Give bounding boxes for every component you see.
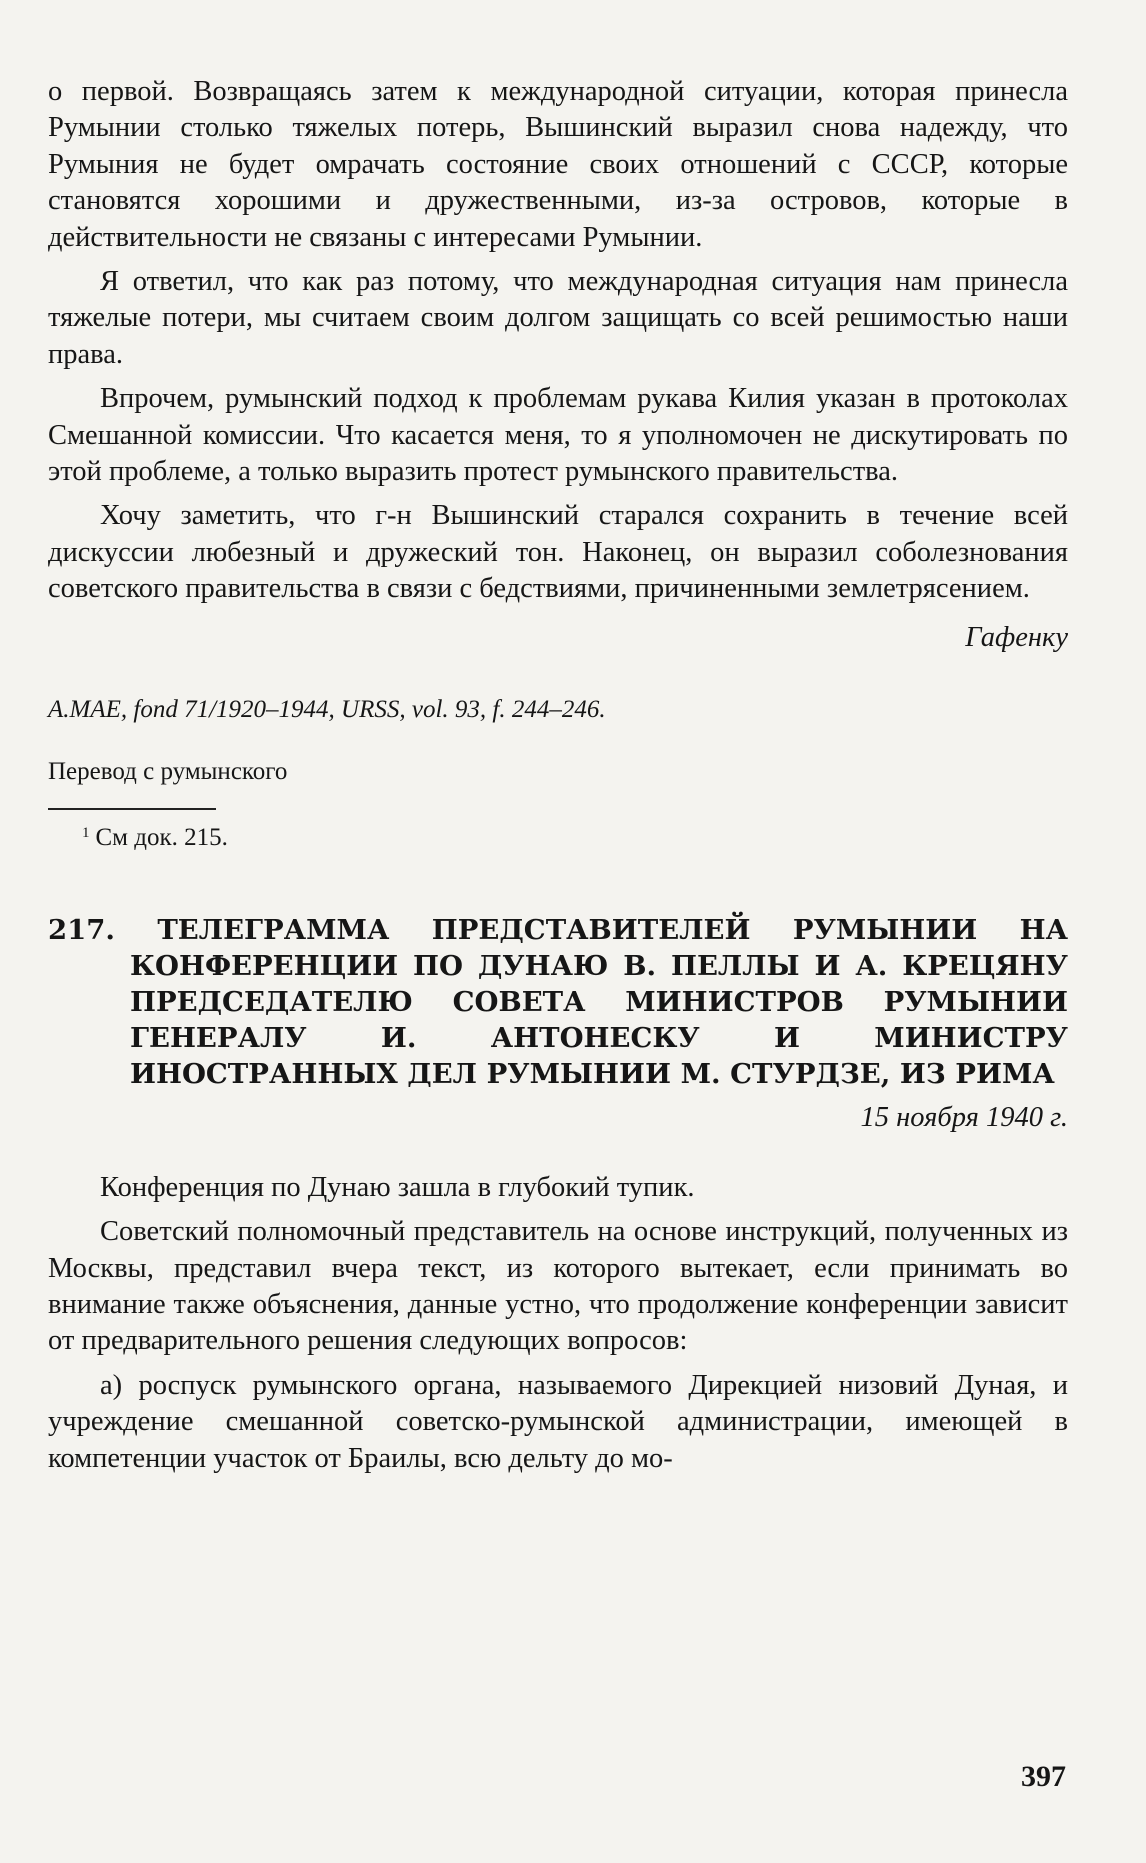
footnote — [82, 824, 1068, 852]
paragraph-deadlock: Конференция по Дунаю зашла в глубокий тупик. — [100, 1171, 695, 1203]
footnote-text: См док. 215. — [95, 823, 228, 851]
translation-note: Перевод с румынского — [48, 757, 288, 785]
paragraph-continuation: о первой. Возвращаясь затем к международной ситуации, которая принесла Румынии столько тяжелых потерь, Вышинский выразил снова надежду, что Румыния не будет омрачать состояние своих отношений с СССР, которые становятся хорошими и дружественными, из-за островов, которые в действительности не связаны с интересами Румынии. — [48, 76, 1068, 253]
footnote-mark: 1 — [82, 824, 90, 841]
paragraph-item-a: а) роспуск румынского органа, называемого Дирекцией низовий Дуная, и учреждение смешанной советско-румынской администрации, имеющей в компетенции участок от Браилы, всю дельту до мо- — [48, 1369, 1068, 1474]
paragraph-condolences: Хочу заметить, что г-н Вышинский старался сохранить в течение всей дискуссии любезный и дружеский тон. Наконец, он выразил соболезнования советского правительства в связи с бедствиями, причиненными землетрясением. — [48, 500, 1068, 605]
footnote-divider — [48, 808, 216, 810]
document-heading: 217. ТЕЛЕГРАММА ПРЕДСТАВИТЕЛЕЙ РУМЫНИИ НА КОНФЕРЕНЦИИ ПО ДУНАЮ В. ПЕЛЛЫ И А. КРЕЦЯНУ ПРЕДСЕДАТЕЛЮ СОВЕТА МИНИСТРОВ РУМЫНИИ ГЕНЕРАЛУ И. АНТОНЕСКУ И МИНИСТРУ ИНОСТРАННЫХ ДЕЛ РУМЫНИИ М. СТУРДЗЕ, ИЗ РИМА — [48, 913, 1068, 1090]
archive-reference: A.MAE, fond 71/1920–1944, URSS, vol. 93, f. 244–246. — [48, 695, 606, 723]
page-number: 397 — [1021, 1760, 1066, 1793]
paragraph-soviet-text: Советский полномочный представитель на основе инструкций, полученных из Москвы, представил вчера текст, из которого вытекает, если принимать во внимание также объяснения, данные устно, что продолжение конференции зависит от предварительного решения следующих вопросов: — [48, 1216, 1068, 1357]
document-date: 15 ноября 1940 г. — [860, 1101, 1068, 1133]
paragraph-reply: Я ответил, что как раз потому, что международная ситуация нам принесла тяжелые потери, мы считаем своим долгом защищать со всей решимостью наши права. — [48, 266, 1068, 370]
signature: Гафенку — [965, 621, 1068, 653]
paragraph-kilia: Впрочем, румынский подход к проблемам рукава Килия указан в протоколах Смешанной комиссии. Что касается меня, то я уполномочен не дискутировать по этой проблеме, а только выразить протест румынского правительства. — [48, 383, 1068, 488]
